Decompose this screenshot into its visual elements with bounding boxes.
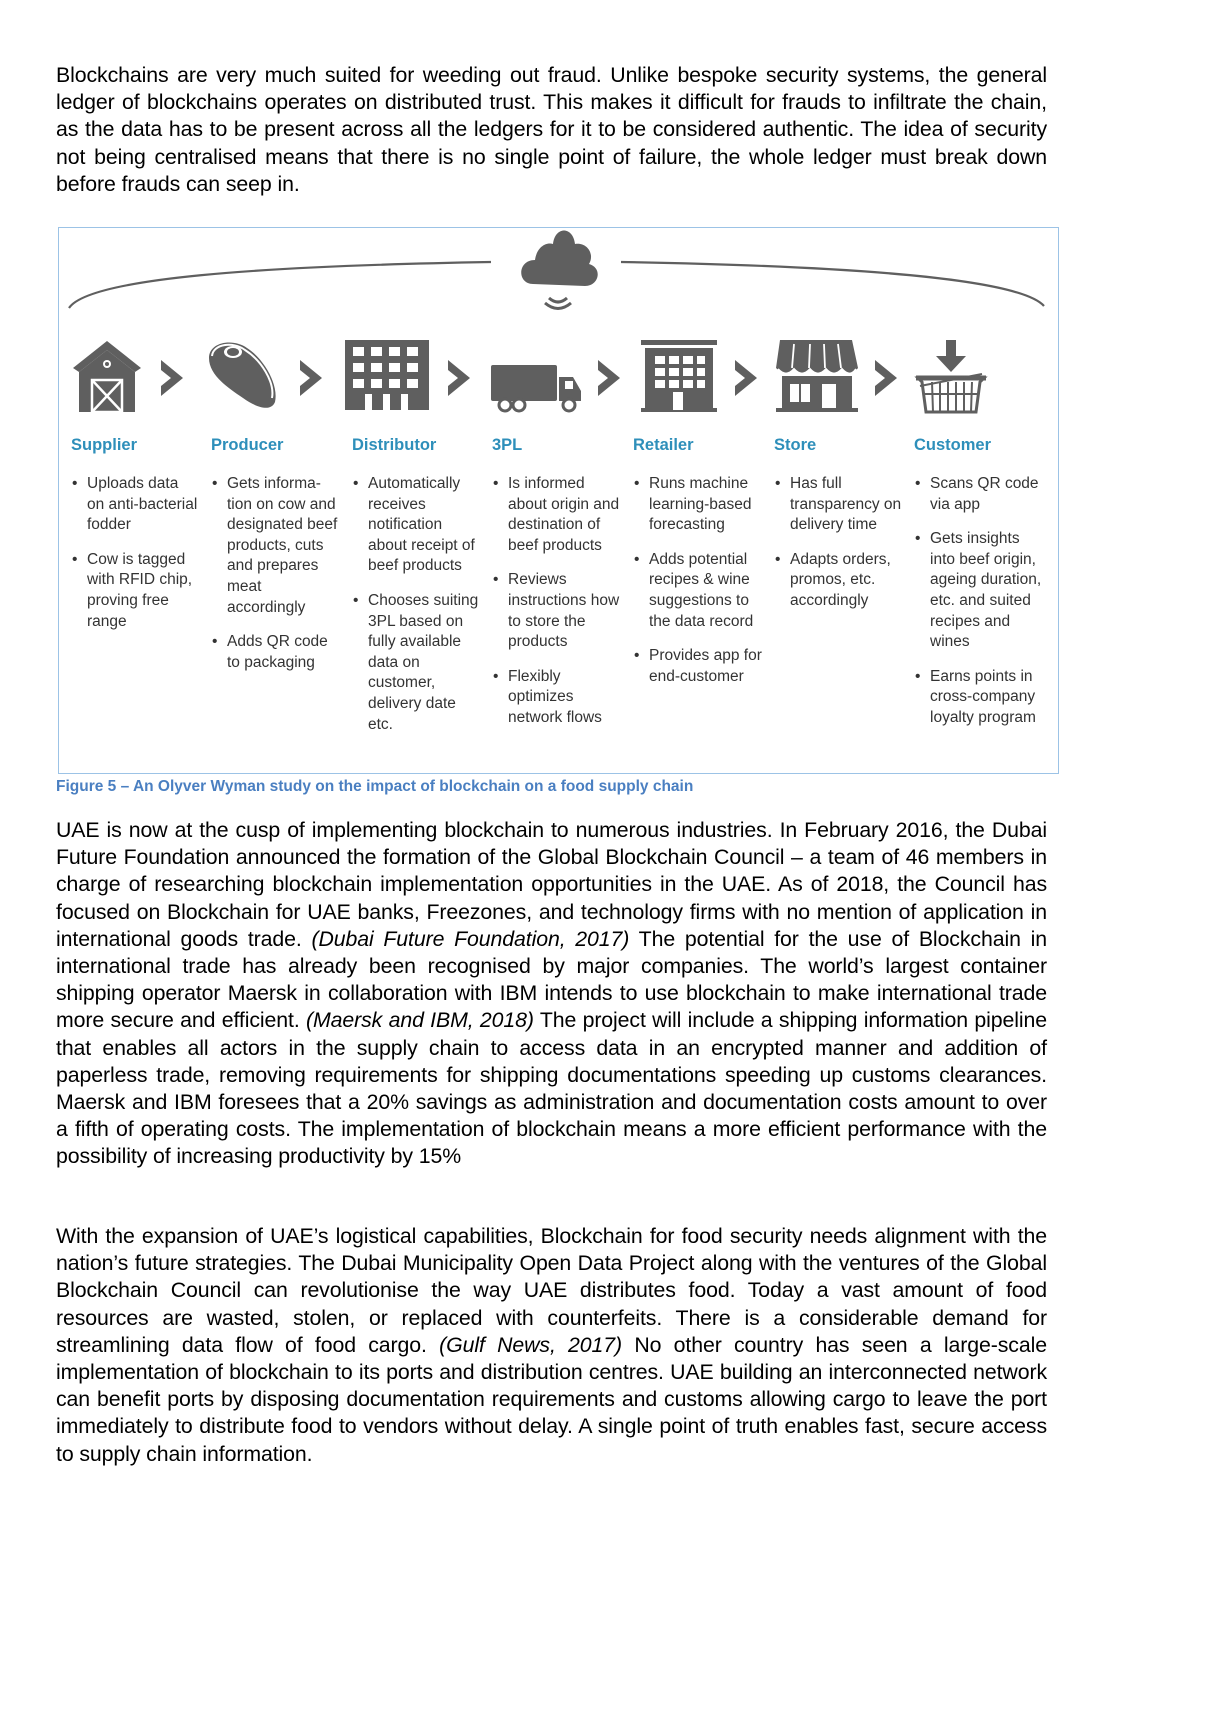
stage-title: Customer <box>914 436 992 454</box>
bullet-item: • Chooses suiting 3PL based on fully available data on customer, delivery date etc. <box>352 591 482 735</box>
citation: (Maersk and IBM, 2018) <box>306 1008 534 1033</box>
shopping-basket-icon <box>914 338 989 416</box>
stage-column-supplier <box>71 436 199 646</box>
figure-caption: Figure 5 – An Olyver Wyman study on the impact of blockchain on a food supply chain <box>56 778 694 795</box>
text-run: The potential for the use of Blockchain in international trade has already been recognised by major companies. The world’s largest container shipping operator Maersk in collaboration with IBM intends to use blockchain to make international trade more secure and efficient. <box>56 926 1047 1033</box>
bullet-item: • Is informed about origin and destination of beef products <box>492 474 627 556</box>
bullet-item: • Adapts orders, promos, etc. accordingly <box>774 550 904 612</box>
bullet-item: • Reviews instructions how to store the products <box>492 570 627 652</box>
chevron-right-icon <box>444 358 474 398</box>
stage-title: Supplier <box>71 436 138 454</box>
stage-column-3pl <box>492 436 627 743</box>
truck-icon <box>489 363 584 413</box>
stage-bullets <box>914 474 1044 729</box>
chevron-right-icon <box>731 358 761 398</box>
paragraph-food-security <box>56 1223 1047 1468</box>
stage-bullets <box>633 474 769 687</box>
bullet-item: • Flexibly optimizes network flows <box>492 667 627 729</box>
stage-title: 3PL <box>492 436 523 454</box>
bullet-item: • Earns points in cross-company loyalty program <box>914 667 1044 729</box>
bullet-item: • Adds QR code to packaging <box>211 632 341 673</box>
stage-bullets <box>211 474 341 673</box>
storefront-icon <box>774 338 859 413</box>
stage-column-retailer <box>633 436 769 701</box>
warehouse-building-icon <box>341 338 431 413</box>
bullet-item: • Automatically receives notification about receipt of beef products <box>352 474 482 577</box>
stage-column-distributor <box>352 436 482 749</box>
citation: (Dubai Future Foundation, 2017) <box>311 926 630 951</box>
text-run: UAE is now at the cusp of implementing blockchain to numerous industries. In February 2016, the Dubai Future Foundation announced the formation of the Global Blockchain Council – a team of 46 members in charge of researching blockchain implementation opportunities in the UAE. As of 2018, the Council has focused on Blockchain for UAE banks, Freezones, and technology firms with no mention of application in international goods trade. <box>56 818 1047 951</box>
barn-icon <box>69 338 145 413</box>
steak-icon <box>203 338 283 413</box>
stage-title: Retailer <box>633 436 694 454</box>
stage-column-store <box>774 436 904 626</box>
chevron-right-icon <box>296 358 326 398</box>
bullet-item: • Adds potential recipes & wine suggestions to the data record <box>633 550 769 632</box>
stage-column-customer <box>914 436 1044 743</box>
bullet-item: • Cow is tagged with RFID chip, proving free range <box>71 550 199 632</box>
bullet-item: • Provides app for end-customer <box>633 646 769 687</box>
supply-chain-figure <box>58 227 1059 774</box>
chevron-right-icon <box>594 358 624 398</box>
paragraph-fraud: Blockchains are very much suited for weeding out fraud. Unlike bespoke security systems, the general ledger of blockchains operates on distributed trust. This makes it difficult for frauds to infiltrate the chain, as the data has to be present across all the ledgers for it to be considered authentic. The idea of security not being centralised means that there is no single point of failure, the whole ledger must break down before frauds can seep in. <box>56 63 1047 196</box>
citation: (Gulf News, 2017) <box>439 1332 623 1357</box>
chevron-right-icon <box>871 358 901 398</box>
stage-title: Store <box>774 436 817 454</box>
text-run: No other country has seen a large-scale implementation of blockchain to its ports and distribution centres. UAE building an interconnected network can benefit ports by disposing documentation requirements and customs allowing cargo to leave the port immediately to distribute food to vendors without delay. A single point of truth enables fast, secure access to supply chain information. <box>56 1332 1047 1466</box>
text-run: With the expansion of UAE’s logistical capabilities, Blockchain for food security needs alignment with the nation’s future strategies. The Dubai Municipality Open Data Project along with the ventures of the Global Blockchain Council can revolutionise the way UAE distributes food. Today a vast amount of food resources are wasted, stolen, or replaced with counterfeits. There is a considerable demand for streamlining data flow of food cargo. <box>56 1224 1047 1357</box>
bullet-item: • Scans QR code via app <box>914 474 1044 515</box>
chevron-right-icon <box>157 358 187 398</box>
office-building-icon <box>639 338 719 413</box>
stage-column-producer <box>211 436 341 687</box>
bullet-item: • Uploads data on anti-bacterial fodder <box>71 474 199 536</box>
bullet-item: • Has full transparency on delivery time <box>774 474 904 536</box>
stage-bullets <box>71 474 199 632</box>
paragraph-uae-blockchain <box>56 817 1047 1171</box>
stage-title: Distributor <box>352 436 437 454</box>
stage-bullets <box>492 474 627 729</box>
text-run: The project will include a shipping information pipeline that enables all actors in the supply chain to access data in an encrypted manner and addition of paperless trade, removing requirements for shipping documentations speeding up customs clearances. Maersk and IBM foresees that a 20% savings as administration and documentation costs amount to over a fifth of operating costs. The implementation of blockchain means a more efficient performance with the possibility of increasing productivity by 15% <box>56 1008 1047 1169</box>
bullet-item: • Runs machine learning-based forecasting <box>633 474 769 536</box>
cloud-icon <box>513 228 603 318</box>
bullet-item: • Gets insights into beef origin, ageing duration, etc. and suited recipes and wines <box>914 529 1044 653</box>
stage-bullets <box>352 474 482 735</box>
bullet-item: • Gets informa-tion on cow and designated beef products, cuts and prepares meat accordingly <box>211 474 341 618</box>
stage-bullets <box>774 474 904 612</box>
stage-title: Producer <box>211 436 284 454</box>
